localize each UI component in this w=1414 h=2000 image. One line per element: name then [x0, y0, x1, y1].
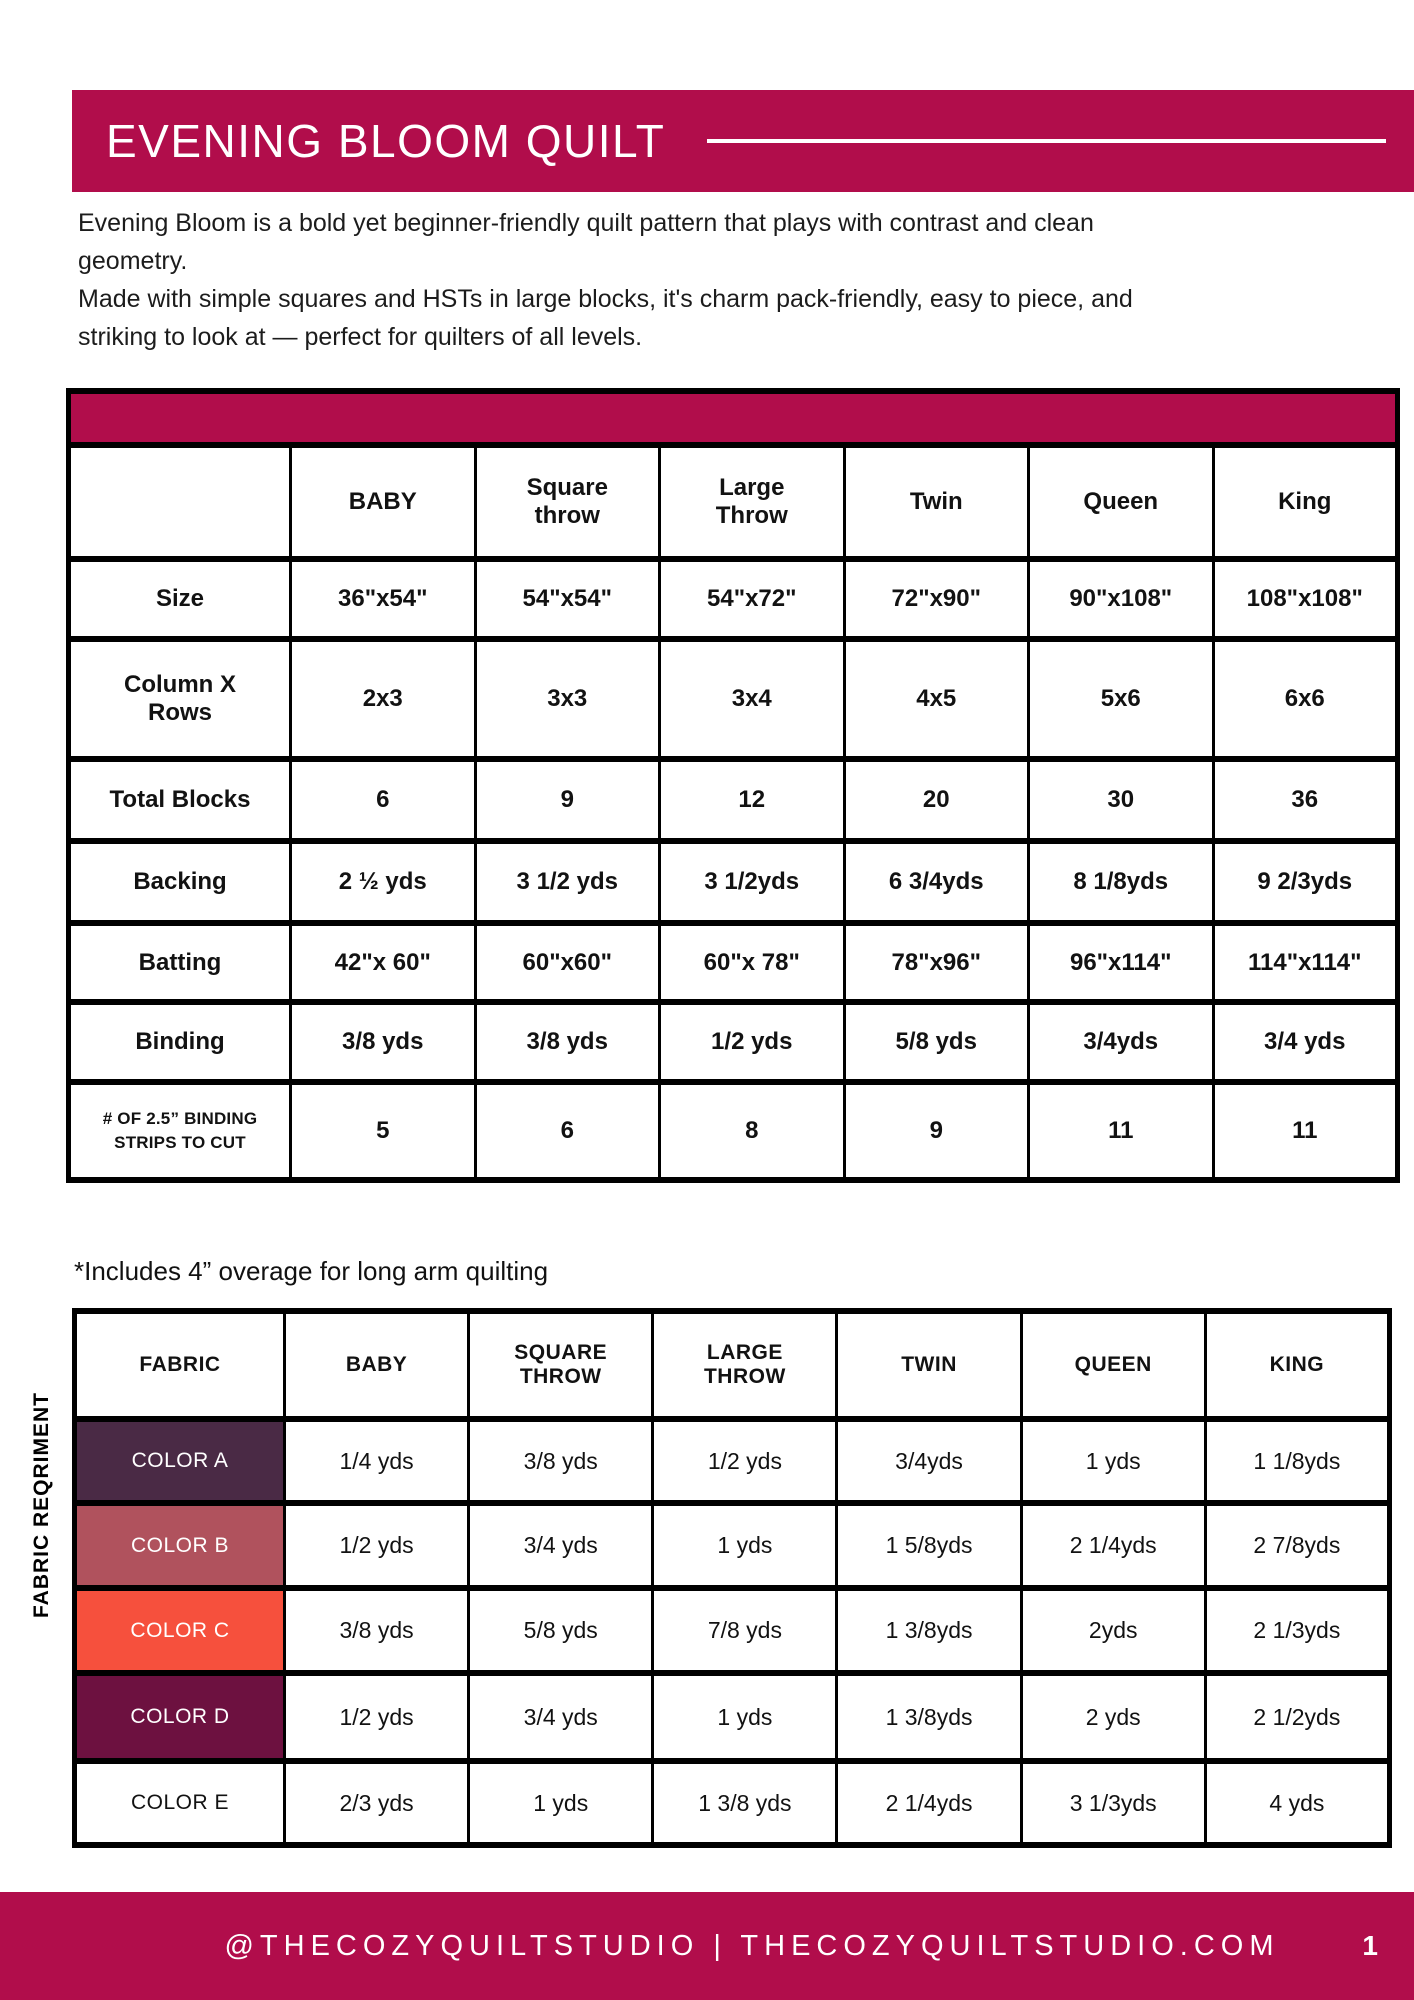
fabric-cell: 3 1/3yds — [1021, 1761, 1205, 1845]
fabric-col-header-fabric: FABRIC — [75, 1311, 285, 1419]
size-chart-col-header-king: King — [1213, 445, 1398, 559]
fabric-color-swatch-c: COLOR C — [75, 1588, 285, 1673]
fabric-requirements — [72, 1308, 1392, 1848]
fabric-requirements-side-label: FABRIC REQRIMENT — [30, 1392, 53, 1618]
size-chart-cell: 9 — [844, 1082, 1029, 1180]
fabric-cell: 3/4yds — [837, 1419, 1021, 1503]
size-chart-row-label: Total Blocks — [69, 759, 291, 841]
intro-paragraph-1: Evening Bloom is a bold yet beginner-friendly quilt pattern that plays with contrast and clean geometry. — [78, 209, 1094, 275]
size-chart-cell: 78"x96" — [844, 923, 1029, 1002]
fabric-cell: 2 yds — [1021, 1673, 1205, 1761]
size-chart-cell: 5 — [291, 1082, 476, 1180]
fabric-cell: 3/4 yds — [469, 1673, 653, 1761]
size-chart-cell: 36 — [1213, 759, 1398, 841]
size-chart-cell: 3/4 yds — [1213, 1002, 1398, 1082]
size-chart-cell: 11 — [1213, 1082, 1398, 1180]
size-chart-cell: 6 — [475, 1082, 660, 1180]
fabric-cell: 3/8 yds — [285, 1588, 469, 1673]
size-chart-col-header-large-throw: Large Throw — [660, 445, 845, 559]
size-chart-row-label: # OF 2.5” BINDING STRIPS TO CUT — [69, 1082, 291, 1180]
table-row — [69, 1002, 1398, 1082]
fabric-cell: 2yds — [1021, 1588, 1205, 1673]
fabric-col-header-queen: QUEEN — [1021, 1311, 1205, 1419]
fabric-col-header-baby: BABY — [285, 1311, 469, 1419]
size-chart-cell: 90"x108" — [1029, 559, 1214, 639]
size-chart-cell: 2 ½ yds — [291, 841, 476, 923]
size-chart-cell: 9 2/3yds — [1213, 841, 1398, 923]
size-chart-cell: 6 3/4yds — [844, 841, 1029, 923]
fabric-cell: 2 1/2yds — [1205, 1673, 1389, 1761]
size-chart-cell: 96"x114" — [1029, 923, 1214, 1002]
table-row — [69, 759, 1398, 841]
intro-text — [78, 204, 1198, 356]
fabric-cell: 3/4 yds — [469, 1503, 653, 1588]
fabric-requirements-table — [72, 1308, 1392, 1848]
fabric-cell: 1/4 yds — [285, 1419, 469, 1503]
fabric-cell: 5/8 yds — [469, 1588, 653, 1673]
size-chart-cell: 3/8 yds — [291, 1002, 476, 1082]
size-chart-cell: 5/8 yds — [844, 1002, 1029, 1082]
size-chart-cell: 72"x90" — [844, 559, 1029, 639]
size-chart-cell: 42"x 60" — [291, 923, 476, 1002]
size-chart-cell: 3/4yds — [1029, 1002, 1214, 1082]
footer-banner — [0, 1892, 1414, 2000]
table-row — [69, 841, 1398, 923]
size-chart-cell: 36"x54" — [291, 559, 476, 639]
size-chart-cell: 4x5 — [844, 639, 1029, 759]
table-row — [75, 1673, 1390, 1761]
size-chart-row-label: Backing — [69, 841, 291, 923]
title-banner — [72, 90, 1414, 192]
fabric-cell: 7/8 yds — [653, 1588, 837, 1673]
page-title: EVENING BLOOM QUILT — [106, 115, 666, 167]
size-chart-cell: 3/8 yds — [475, 1002, 660, 1082]
fabric-cell: 1 yds — [653, 1673, 837, 1761]
size-chart-cell: 8 — [660, 1082, 845, 1180]
size-chart-corner-cell — [69, 445, 291, 559]
fabric-cell: 1/2 yds — [285, 1503, 469, 1588]
size-chart-cell: 3x4 — [660, 639, 845, 759]
size-chart-cell: 3 1/2yds — [660, 841, 845, 923]
size-chart-col-header-square-throw: Square throw — [475, 445, 660, 559]
fabric-cell: 1 yds — [1021, 1419, 1205, 1503]
size-chart-cell: 6 — [291, 759, 476, 841]
fabric-color-swatch-e: COLOR E — [75, 1761, 285, 1845]
size-chart-col-header-twin: Twin — [844, 445, 1029, 559]
size-chart-top-band — [69, 391, 1398, 445]
fabric-color-swatch-d: COLOR D — [75, 1673, 285, 1761]
page-number: 1 — [1362, 1930, 1378, 1961]
table-row — [69, 1082, 1398, 1180]
size-chart-table — [66, 388, 1400, 1183]
fabric-cell: 2 1/3yds — [1205, 1588, 1389, 1673]
fabric-color-swatch-a: COLOR A — [75, 1419, 285, 1503]
fabric-cell: 2 7/8yds — [1205, 1503, 1389, 1588]
size-chart-band-cell — [69, 391, 1398, 445]
table-row — [75, 1761, 1390, 1845]
size-chart-cell: 20 — [844, 759, 1029, 841]
size-chart-cell: 2x3 — [291, 639, 476, 759]
size-chart-cell: 30 — [1029, 759, 1214, 841]
size-chart — [66, 388, 1400, 1183]
fabric-col-header-twin: TWIN — [837, 1311, 1021, 1419]
fabric-cell: 4 yds — [1205, 1761, 1389, 1845]
fabric-header-row — [75, 1311, 1390, 1419]
title-rule — [707, 139, 1386, 143]
table-row — [75, 1503, 1390, 1588]
size-chart-col-header-baby: BABY — [291, 445, 476, 559]
size-chart-cell: 54"x54" — [475, 559, 660, 639]
table-row — [69, 639, 1398, 759]
fabric-cell: 2 1/4yds — [1021, 1503, 1205, 1588]
size-chart-cell: 6x6 — [1213, 639, 1398, 759]
size-chart-cell: 12 — [660, 759, 845, 841]
size-chart-cell: 8 1/8yds — [1029, 841, 1214, 923]
fabric-cell: 1 3/8 yds — [653, 1761, 837, 1845]
fabric-cell: 1 yds — [653, 1503, 837, 1588]
fabric-cell: 1/2 yds — [653, 1419, 837, 1503]
fabric-col-header-square-throw: SQUARE THROW — [469, 1311, 653, 1419]
table-row — [69, 559, 1398, 639]
fabric-cell: 1/2 yds — [285, 1673, 469, 1761]
fabric-cell: 1 yds — [469, 1761, 653, 1845]
size-chart-cell: 114"x114" — [1213, 923, 1398, 1002]
size-chart-cell: 3 1/2 yds — [475, 841, 660, 923]
fabric-col-header-king: KING — [1205, 1311, 1389, 1419]
size-chart-cell: 60"x60" — [475, 923, 660, 1002]
size-chart-row-label: Batting — [69, 923, 291, 1002]
fabric-cell: 3/8 yds — [469, 1419, 653, 1503]
fabric-cell: 1 1/8yds — [1205, 1419, 1389, 1503]
footer-handle: @THECOZYQUILTSTUDIO | THECOZYQUILTSTUDIO.COM — [224, 1929, 1280, 1962]
table-row — [75, 1419, 1390, 1503]
intro-paragraph-2: Made with simple squares and HSTs in large blocks, it's charm pack-friendly, easy to piece, and striking to look at — perfect for quilters of all levels. — [78, 285, 1133, 351]
size-chart-cell: 54"x72" — [660, 559, 845, 639]
fabric-cell: 1 3/8yds — [837, 1673, 1021, 1761]
size-chart-cell: 9 — [475, 759, 660, 841]
fabric-color-swatch-b: COLOR B — [75, 1503, 285, 1588]
size-chart-row-label: Binding — [69, 1002, 291, 1082]
fabric-col-header-large-throw: LARGE THROW — [653, 1311, 837, 1419]
size-chart-col-header-queen: Queen — [1029, 445, 1214, 559]
table-row — [69, 923, 1398, 1002]
size-chart-header-row — [69, 445, 1398, 559]
size-chart-cell: 3x3 — [475, 639, 660, 759]
size-chart-cell: 5x6 — [1029, 639, 1214, 759]
fabric-cell: 1 5/8yds — [837, 1503, 1021, 1588]
size-chart-row-label: Column X Rows — [69, 639, 291, 759]
fabric-cell: 1 3/8yds — [837, 1588, 1021, 1673]
overage-note: *Includes 4” overage for long arm quilting — [74, 1256, 549, 1286]
fabric-cell: 2 1/4yds — [837, 1761, 1021, 1845]
size-chart-cell: 11 — [1029, 1082, 1214, 1180]
size-chart-cell: 60"x 78" — [660, 923, 845, 1002]
table-row — [75, 1588, 1390, 1673]
size-chart-cell: 1/2 yds — [660, 1002, 845, 1082]
size-chart-cell: 108"x108" — [1213, 559, 1398, 639]
size-chart-row-label: Size — [69, 559, 291, 639]
fabric-cell: 2/3 yds — [285, 1761, 469, 1845]
